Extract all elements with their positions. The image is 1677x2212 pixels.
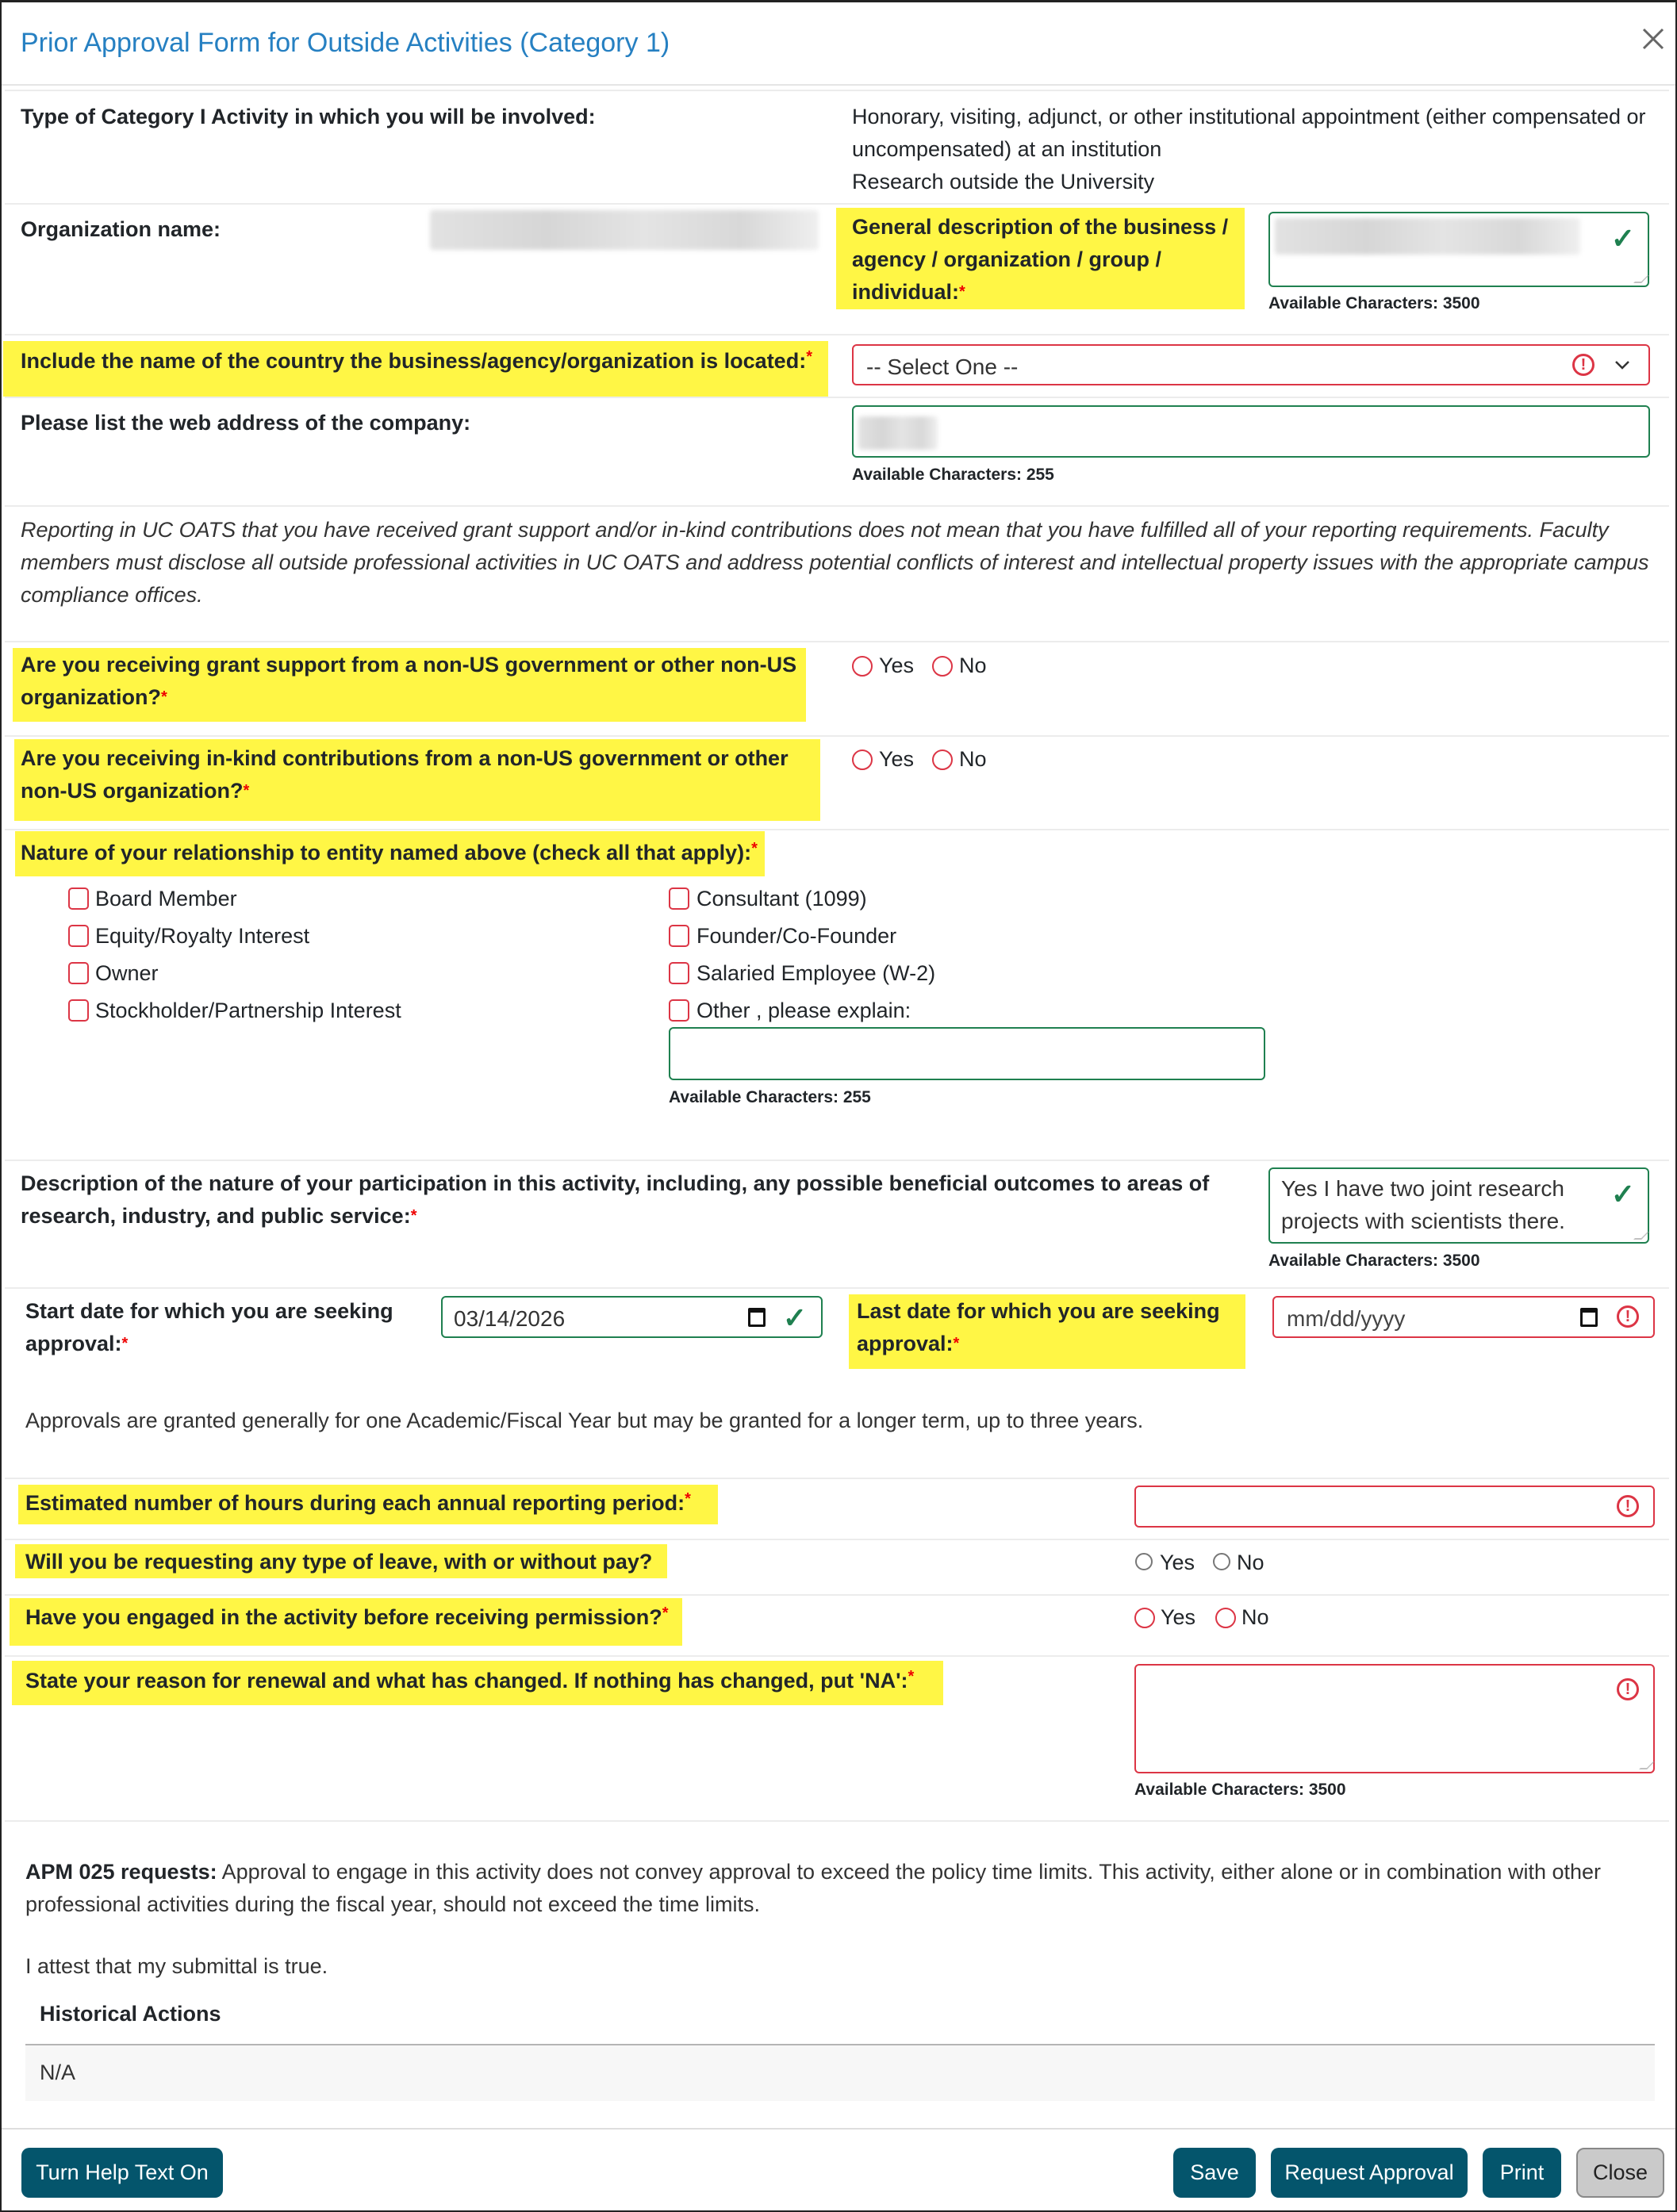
request-approval-button[interactable]: Request Approval bbox=[1271, 2148, 1468, 2198]
grant-support-no-label: No bbox=[959, 654, 987, 677]
save-button[interactable]: Save bbox=[1173, 2148, 1256, 2198]
web-address-available-chars: Available Characters: 255 bbox=[852, 466, 1054, 484]
activity-type-values bbox=[852, 101, 1646, 198]
country-select-value: -- Select One -- bbox=[866, 355, 1019, 379]
resize-handle[interactable] bbox=[1639, 1762, 1655, 1769]
in-kind-no-radio[interactable] bbox=[932, 749, 953, 770]
start-date-label: Start date for which you are seeking approval:* bbox=[25, 1299, 393, 1355]
reporting-notice: Reporting in UC OATS that you have received grant support and/or in-kind contributions does not mean that you have fulfilled all of your reporting requirements. Faculty members must disclose all outside professional activities in UC OATS and address potential conflicts of interest and intellectual property issues with the appropriate campus compliance offices. bbox=[21, 518, 1649, 607]
general-description-textarea[interactable] bbox=[1268, 212, 1649, 287]
founder-label: Founder/Co-Founder bbox=[697, 924, 897, 948]
leave-yes-radio[interactable] bbox=[1135, 1553, 1153, 1570]
leave-no-radio[interactable] bbox=[1213, 1553, 1230, 1570]
grant-support-yes-radio[interactable] bbox=[852, 656, 873, 677]
leave-yes-label: Yes bbox=[1160, 1551, 1195, 1574]
general-description-label: General description of the business / agency / organization / group / individual:* bbox=[852, 215, 1229, 304]
start-date-value: 03/14/2026 bbox=[454, 1306, 566, 1331]
calendar-icon[interactable] bbox=[748, 1308, 766, 1327]
engaged-before-no-label: No bbox=[1241, 1605, 1269, 1629]
activity-type-value: Research outside the University bbox=[852, 170, 1155, 194]
country-label: Include the name of the country the business/agency/organization is located:* bbox=[21, 348, 812, 373]
equity-royalty-checkbox[interactable] bbox=[68, 925, 89, 947]
equity-royalty-label: Equity/Royalty Interest bbox=[95, 924, 310, 948]
resize-handle[interactable] bbox=[1633, 1232, 1649, 1240]
error-icon: ! bbox=[1572, 354, 1594, 376]
relationship-label: Nature of your relationship to entity named above (check all that apply):* bbox=[21, 840, 758, 864]
consultant-checkbox[interactable] bbox=[669, 887, 689, 910]
engaged-before-label: Have you engaged in the activity before receiving permission?* bbox=[25, 1604, 669, 1629]
check-icon: ✓ bbox=[1610, 222, 1635, 255]
activity-type-value: uncompensated) at an institution bbox=[852, 137, 1162, 161]
last-date-placeholder: mm/dd/yyyy bbox=[1287, 1306, 1406, 1331]
consultant-label: Consultant (1099) bbox=[697, 887, 867, 910]
engaged-before-yes-label: Yes bbox=[1161, 1605, 1196, 1629]
web-address-input[interactable] bbox=[852, 405, 1650, 458]
owner-checkbox[interactable] bbox=[68, 962, 89, 984]
engaged-before-yes-radio[interactable] bbox=[1134, 1608, 1155, 1628]
chevron-down-icon bbox=[1614, 359, 1631, 370]
grant-support-label: Are you receiving grant support from a non-US government or other non-US organization?* bbox=[21, 653, 797, 709]
salaried-employee-checkbox[interactable] bbox=[669, 962, 689, 984]
founder-checkbox[interactable] bbox=[669, 925, 689, 947]
engaged-before-no-radio[interactable] bbox=[1215, 1608, 1236, 1628]
participation-available-chars: Available Characters: 3500 bbox=[1268, 1252, 1480, 1270]
organization-name-label: Organization name: bbox=[21, 217, 221, 241]
grant-support-yes-label: Yes bbox=[879, 654, 915, 677]
modal-header bbox=[2, 2, 1675, 86]
other-label: Other , please explain: bbox=[697, 999, 911, 1022]
in-kind-no-label: No bbox=[959, 747, 987, 771]
general-description-value-redacted bbox=[1275, 218, 1580, 255]
hours-input[interactable] bbox=[1134, 1486, 1655, 1528]
resize-handle[interactable] bbox=[1633, 275, 1649, 283]
historical-actions-value: N/A bbox=[40, 2061, 76, 2084]
country-select[interactable] bbox=[852, 344, 1650, 385]
owner-label: Owner bbox=[95, 961, 159, 985]
grant-support-no-radio[interactable] bbox=[932, 656, 953, 677]
close-icon[interactable] bbox=[1637, 23, 1669, 55]
historical-actions-panel bbox=[25, 2045, 1655, 2101]
other-available-chars: Available Characters: 255 bbox=[669, 1088, 871, 1106]
renewal-available-chars: Available Characters: 3500 bbox=[1134, 1781, 1346, 1799]
modal-title: Prior Approval Form for Outside Activities (Category 1) bbox=[21, 28, 670, 58]
web-address-value-redacted bbox=[858, 416, 938, 450]
other-explain-input[interactable] bbox=[669, 1027, 1265, 1080]
last-date-input[interactable] bbox=[1272, 1296, 1655, 1338]
salaried-employee-label: Salaried Employee (W-2) bbox=[697, 961, 936, 985]
leave-no-label: No bbox=[1237, 1551, 1264, 1574]
check-icon: ✓ bbox=[1610, 1178, 1635, 1210]
participation-label: Description of the nature of your participation in this activity, including, any possible beneficial outcomes to areas of research, industry, and public service:* bbox=[21, 1171, 1210, 1228]
activity-type-value: Honorary, visiting, adjunct, or other institutional appointment (either compensated or bbox=[852, 105, 1646, 128]
renewal-label: State your reason for renewal and what has changed. If nothing has changed, put 'NA':* bbox=[25, 1668, 915, 1693]
leave-label: Will you be requesting any type of leave, with or without pay? bbox=[25, 1550, 653, 1574]
historical-actions-title: Historical Actions bbox=[40, 2002, 221, 2026]
hours-label: Estimated number of hours during each annual reporting period:* bbox=[25, 1490, 691, 1515]
check-icon: ✓ bbox=[782, 1302, 807, 1334]
other-checkbox[interactable] bbox=[669, 999, 689, 1022]
close-button[interactable]: Close bbox=[1576, 2148, 1664, 2198]
print-button[interactable]: Print bbox=[1483, 2148, 1561, 2198]
last-date-label: Last date for which you are seeking approval:* bbox=[857, 1299, 1220, 1355]
renewal-textarea[interactable] bbox=[1134, 1664, 1655, 1773]
web-address-label: Please list the web address of the company: bbox=[21, 411, 471, 435]
stockholder-checkbox[interactable] bbox=[68, 999, 89, 1022]
error-icon: ! bbox=[1617, 1305, 1639, 1328]
participation-value: Yes I have two joint research projects with scientists there. bbox=[1281, 1176, 1565, 1233]
in-kind-yes-radio[interactable] bbox=[852, 749, 873, 770]
attest-statement: I attest that my submittal is true. bbox=[25, 1954, 328, 1978]
turn-help-text-on-button[interactable]: Turn Help Text On bbox=[21, 2148, 223, 2198]
approval-note: Approvals are granted generally for one Academic/Fiscal Year but may be granted for a longer term, up to three years. bbox=[25, 1409, 1144, 1432]
calendar-icon[interactable] bbox=[1580, 1308, 1598, 1327]
stockholder-label: Stockholder/Partnership Interest bbox=[95, 999, 401, 1022]
error-icon: ! bbox=[1617, 1678, 1639, 1700]
organization-name-value-redacted bbox=[430, 210, 819, 250]
in-kind-yes-label: Yes bbox=[879, 747, 915, 771]
participation-textarea[interactable] bbox=[1268, 1167, 1649, 1244]
start-date-input[interactable] bbox=[441, 1296, 823, 1338]
board-member-checkbox[interactable] bbox=[68, 887, 89, 910]
in-kind-label: Are you receiving in-kind contributions from a non-US government or other non-US organization?* bbox=[21, 746, 789, 803]
apm-notice: APM 025 requests: Approval to engage in this activity does not convey approval to exceed the policy time limits. This activity, either alone or in combination with other professional activities during the fiscal year, should not exceed the time limits. bbox=[25, 1860, 1602, 1916]
board-member-label: Board Member bbox=[95, 887, 237, 910]
general-description-available-chars: Available Characters: 3500 bbox=[1268, 294, 1480, 312]
error-icon: ! bbox=[1617, 1495, 1639, 1517]
activity-type-label: Type of Category I Activity in which you will be involved: bbox=[21, 105, 596, 128]
